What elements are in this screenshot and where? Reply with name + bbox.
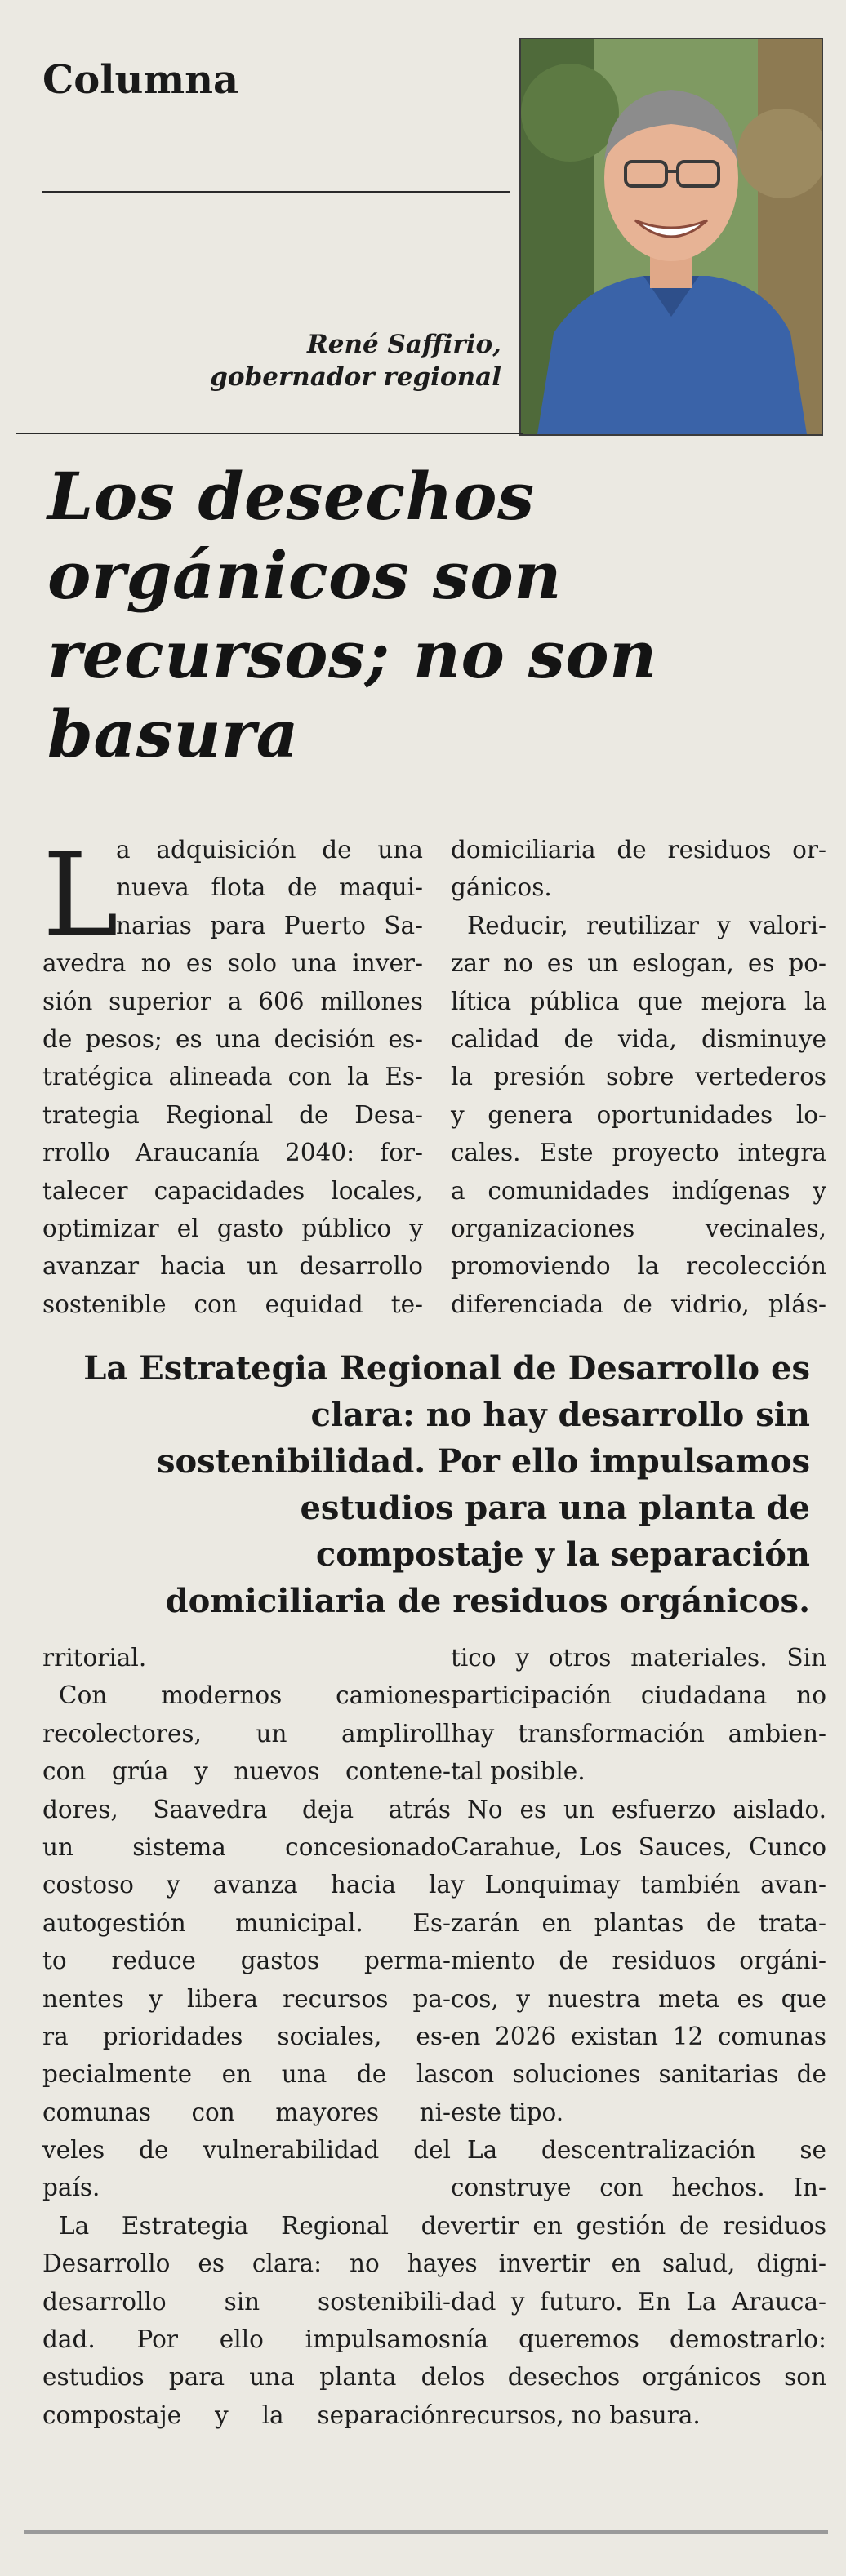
body-text-line: No es un esfuerzo aislado. — [467, 1795, 826, 1823]
body-text-line: desarrollo sin sostenibili- — [42, 2287, 451, 2316]
body-text-line: trategia Regional de Desa- — [42, 1100, 423, 1129]
body-text-line: cos, y nuestra meta es que — [451, 1984, 826, 2013]
pull-quote-line: clara: no hay desarrollo sin — [310, 1396, 810, 1434]
body-text-line: los desechos orgánicos son — [451, 2363, 826, 2392]
body-text-line: de pesos; es una decisión es- — [42, 1024, 423, 1053]
body-text-line: tico y otros materiales. Sin — [451, 1644, 826, 1672]
body-column-1-top — [42, 831, 423, 1323]
body-text-line: nentes y libera recursos pa- — [42, 1984, 451, 2013]
body-text-line: y genera oportunidades lo- — [451, 1100, 826, 1129]
body-text-line: autogestión municipal. Es- — [42, 1908, 451, 1937]
body-text-line: vertir en gestión de residuos — [451, 2211, 826, 2240]
author-name: René Saffirio, — [306, 330, 501, 359]
author-portrait-icon — [519, 38, 823, 436]
body-text-line: Desarrollo es clara: no hay — [42, 2250, 451, 2278]
body-text-line: nueva flota de maqui- — [116, 873, 423, 902]
body-text-line: calidad de vida, disminuye — [451, 1024, 826, 1053]
body-text-line: miento de residuos orgáni- — [451, 1947, 826, 1975]
headline-line: orgánicos son — [47, 537, 562, 614]
body-text-line: nía queremos demostrarlo: — [451, 2325, 826, 2354]
body-text-line: La descentralización se — [467, 2136, 826, 2165]
headline — [47, 457, 782, 774]
body-text-line: tratégica alineada con la Es- — [42, 1063, 423, 1091]
body-text-line: narias para Puerto Sa- — [116, 911, 423, 939]
body-text-line: a adquisición de una — [116, 836, 423, 864]
drop-cap: L — [42, 829, 118, 962]
body-text-line: zarán en plantas de trata- — [451, 1908, 826, 1937]
header-rule — [42, 191, 510, 193]
pull-quote-line: domiciliaria de residuos orgánicos. — [165, 1582, 810, 1620]
body-text-line: la presión sobre vertederos — [451, 1063, 826, 1091]
body-text-line: país. — [42, 2174, 100, 2202]
body-text-line: talecer capacidades locales, — [42, 1176, 423, 1205]
body-text-line: dad. Por ello impulsamos — [42, 2325, 451, 2354]
body-text-line: costoso y avanza hacia la — [42, 1871, 451, 1899]
body-text-line: pecialmente en una de las — [42, 2060, 451, 2089]
newspaper-column-page — [10, 10, 836, 2556]
body-text-line: con soluciones sanitarias de — [451, 2060, 826, 2089]
byline-rule — [16, 433, 523, 434]
body-text-line: dores, Saavedra deja atrás — [42, 1795, 451, 1823]
body-text-line: este tipo. — [451, 2098, 564, 2126]
body-column-1-bottom — [42, 1639, 451, 2434]
body-text-line: construye con hechos. In- — [451, 2174, 826, 2202]
body-text-line: dad y futuro. En La Arauca- — [451, 2287, 826, 2316]
body-text-line: con grúa y nuevos contene- — [42, 1757, 451, 1786]
body-text-line: promoviendo la recolección — [451, 1252, 826, 1281]
body-column-2-bottom — [451, 1639, 826, 2434]
body-text-line: rrollo Araucanía 2040: for- — [42, 1139, 423, 1167]
body-text-line: recursos, no basura. — [451, 2401, 701, 2429]
body-text-line: organizaciones vecinales, — [451, 1214, 826, 1242]
body-text-line: La Estrategia Regional de — [59, 2211, 451, 2240]
body-text-line: Reducir, reutilizar y valori- — [467, 911, 826, 939]
body-text-line: compostaje y la separación — [42, 2401, 451, 2429]
pull-quote-line: La Estrategia Regional de Desarrollo es — [83, 1349, 810, 1388]
body-text-line: zar no es un eslogan, es po- — [451, 949, 826, 978]
body-text-line: avanzar hacia un desarrollo — [42, 1252, 423, 1281]
body-text-line: Con modernos camiones — [59, 1681, 451, 1710]
body-text-line: avedra no es solo una inver- — [42, 949, 423, 978]
body-text-line: comunas con mayores ni- — [42, 2098, 451, 2126]
pull-quote-line: estudios para una planta de — [300, 1489, 810, 1527]
body-text-line: sostenible con equidad te- — [42, 1290, 423, 1318]
body-text-line: es invertir en salud, digni- — [451, 2250, 826, 2278]
body-text-line: hay transformación ambien- — [451, 1719, 826, 1748]
body-text-line: rritorial. — [42, 1644, 147, 1672]
body-text-line: estudios para una planta de — [42, 2363, 451, 2392]
footer-rule — [24, 2530, 828, 2534]
body-text-line: un sistema concesionado — [42, 1832, 451, 1861]
body-text-line: y Lonquimay también avan- — [451, 1871, 826, 1899]
body-column-2-top — [451, 831, 826, 1323]
body-text-line: gánicos. — [451, 873, 552, 902]
body-text-line: domiciliaria de residuos or- — [451, 836, 826, 864]
author-byline — [210, 328, 501, 393]
headline-line: basura — [47, 695, 299, 772]
pull-quote-line: compostaje y la separación — [315, 1535, 810, 1574]
headline-line: Los desechos — [47, 458, 535, 535]
pull-quote — [34, 1345, 810, 1624]
body-text-line: veles de vulnerabilidad del — [42, 2136, 451, 2165]
author-role: gobernador regional — [210, 362, 501, 392]
body-text-line: en 2026 existan 12 comunas — [451, 2022, 826, 2050]
pull-quote-line: sostenibilidad. Por ello impulsamos — [156, 1442, 810, 1481]
body-text-line: sión superior a 606 millones — [42, 987, 423, 1015]
body-text-line: optimizar el gasto público y — [42, 1214, 423, 1242]
body-text-line: cales. Este proyecto integra — [451, 1139, 826, 1167]
body-text-line: Carahue, Los Sauces, Cunco — [451, 1832, 826, 1861]
body-text-line: ra prioridades sociales, es- — [42, 2022, 451, 2050]
headline-line: recursos; no son — [47, 616, 657, 693]
body-text-line: participación ciudadana no — [451, 1681, 826, 1710]
body-text-line: a comunidades indígenas y — [451, 1176, 826, 1205]
body-text-line: to reduce gastos perma- — [42, 1947, 451, 1975]
body-text-line: diferenciada de vidrio, plás- — [451, 1290, 826, 1318]
body-text-line: lítica pública que mejora la — [451, 987, 826, 1015]
section-label: Columna — [42, 57, 239, 103]
body-text-line: recolectores, un ampliroll — [42, 1719, 451, 1748]
body-text-line: tal posible. — [451, 1757, 586, 1786]
